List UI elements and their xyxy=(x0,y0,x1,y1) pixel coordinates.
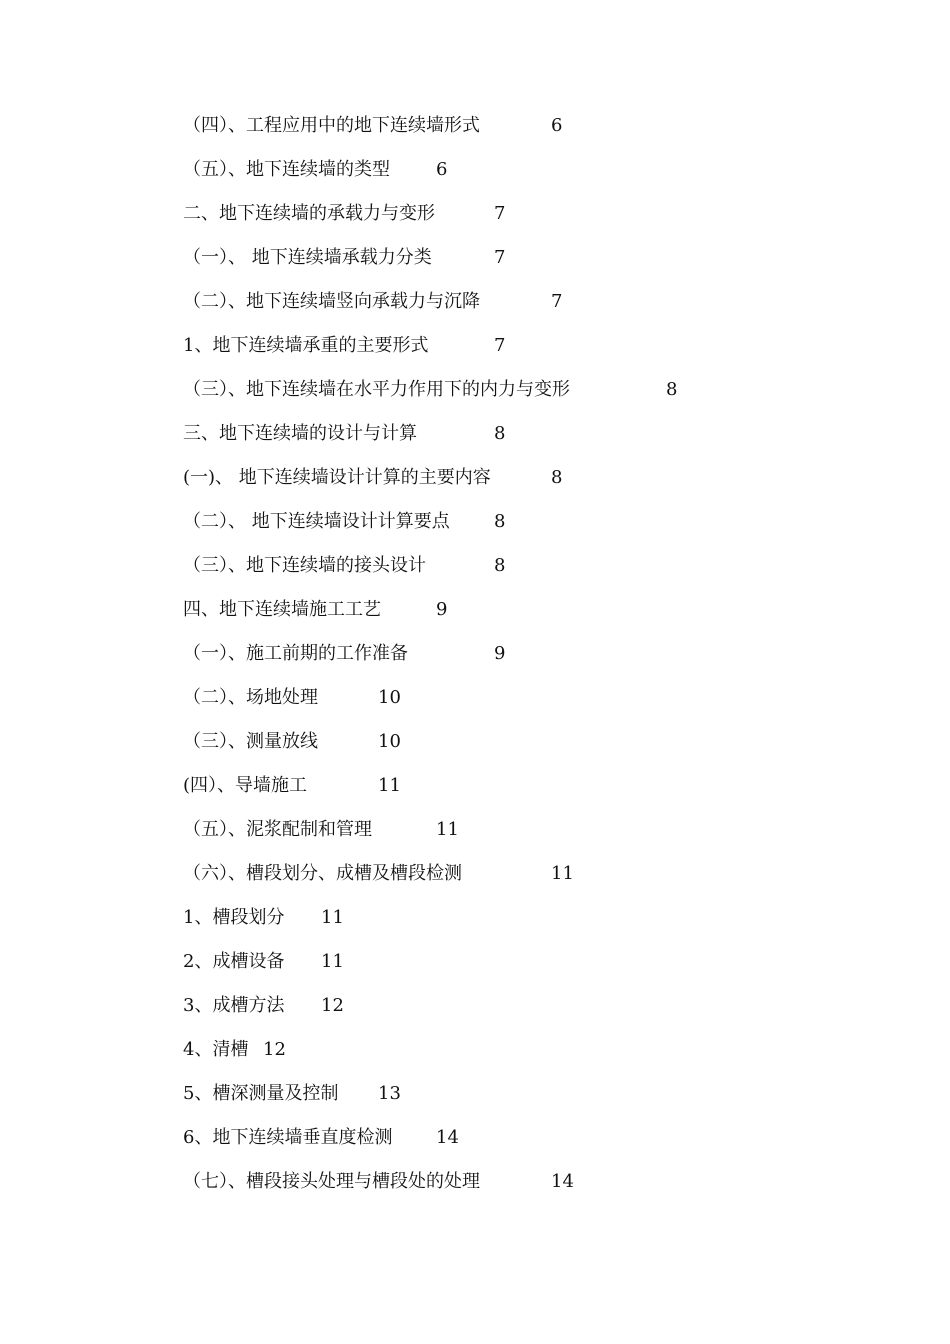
toc-entry-page: 6 xyxy=(436,159,448,180)
toc-entry-title: （三）、地下连续墙在水平力作用下的内力与变形 xyxy=(183,379,570,400)
toc-entry-page: 8 xyxy=(551,467,563,488)
toc-entry-title: 5、槽深测量及控制 xyxy=(183,1083,339,1104)
toc-entry-title: （二）、地下连续墙竖向承载力与沉降 xyxy=(183,291,480,312)
toc-entry-title: 二、地下连续墙的承载力与变形 xyxy=(183,203,435,224)
toc-entry-title: （五）、泥浆配制和管理 xyxy=(183,819,372,840)
toc-entry-page: 8 xyxy=(666,379,678,400)
toc-entry-title: （二）、场地处理 xyxy=(183,687,318,708)
toc-entry-page: 13 xyxy=(378,1083,401,1104)
toc-entry-page: 11 xyxy=(321,907,344,928)
toc-entry-page: 11 xyxy=(436,819,459,840)
toc-entry-page: 14 xyxy=(436,1127,459,1148)
toc-entry-page: 9 xyxy=(494,643,506,664)
toc-entry-title: （一）、施工前期的工作准备 xyxy=(183,643,408,664)
toc-entry-title: 6、地下连续墙垂直度检测 xyxy=(183,1127,393,1148)
toc-entry-title: （一）、 地下连续墙承载力分类 xyxy=(183,247,432,268)
toc-entry-page: 10 xyxy=(378,731,401,752)
toc-entry-page: 12 xyxy=(321,995,344,1016)
toc-entry-title: （三）、测量放线 xyxy=(183,731,318,752)
toc-entry-page: 6 xyxy=(551,115,563,136)
toc-entry-page: 14 xyxy=(551,1171,574,1192)
toc-entry-title: （六）、槽段划分、成槽及槽段检测 xyxy=(183,863,462,884)
toc-entry-page: 8 xyxy=(494,555,506,576)
toc-entry-page: 7 xyxy=(494,203,506,224)
toc-entry-title: （二）、 地下连续墙设计计算要点 xyxy=(183,511,450,532)
toc-entry-title: 2、成槽设备 xyxy=(183,951,285,972)
toc-entry-title: 四、地下连续墙施工工艺 xyxy=(183,599,381,620)
toc-entry-page: 7 xyxy=(551,291,563,312)
toc-entry-title: （七）、槽段接头处理与槽段处的处理 xyxy=(183,1171,480,1192)
toc-entry-title: 1、槽段划分 xyxy=(183,907,285,928)
toc-entry-title: 1、地下连续墙承重的主要形式 xyxy=(183,335,429,356)
toc-entry-page: 11 xyxy=(378,775,401,796)
toc-entry-title: 3、成槽方法 xyxy=(183,995,285,1016)
toc-entry-title: （三）、地下连续墙的接头设计 xyxy=(183,555,426,576)
toc-entry-title: （五）、地下连续墙的类型 xyxy=(183,159,390,180)
toc-entry-page: 9 xyxy=(436,599,448,620)
toc-entry-title: (一)、 地下连续墙设计计算的主要内容 xyxy=(183,467,491,488)
toc-entry-page: 8 xyxy=(494,511,506,532)
toc-entry-page: 11 xyxy=(321,951,344,972)
toc-entry-page: 12 xyxy=(263,1039,286,1060)
toc-entry-page: 8 xyxy=(494,423,506,444)
toc-entry-title: （四）、工程应用中的地下连续墙形式 xyxy=(183,115,480,136)
toc-entry-page: 11 xyxy=(551,863,574,884)
toc-entry-page: 7 xyxy=(494,247,506,268)
toc-entry-title: (四）、导墙施工 xyxy=(183,775,308,796)
toc-entry-page: 10 xyxy=(378,687,401,708)
toc-entry-title: 4、清槽 xyxy=(183,1039,249,1060)
toc-entry-title: 三、地下连续墙的设计与计算 xyxy=(183,423,417,444)
toc-entry-page: 7 xyxy=(494,335,506,356)
